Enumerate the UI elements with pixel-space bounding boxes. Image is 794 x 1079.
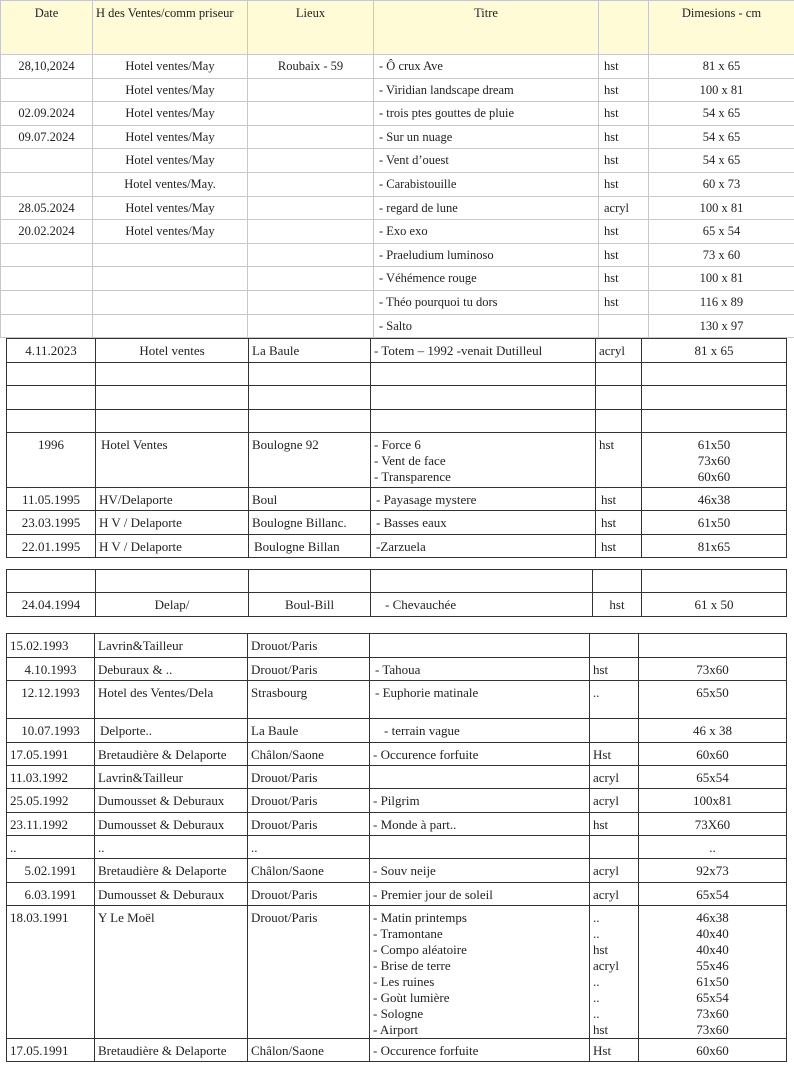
cell-title: - Monde à part.. [370, 813, 590, 836]
cell-date: 10.07.1993 [7, 719, 95, 743]
cell-medium: hst [599, 290, 649, 314]
table-row [7, 339, 787, 363]
table-row [1, 220, 794, 244]
cell-date: 11.05.1995 [7, 488, 96, 511]
cell-dims: 65x54 [639, 766, 787, 789]
cell-dims-list [642, 433, 787, 488]
cell-house: H V / Delaporte [96, 511, 249, 535]
cell-dims: 73x60 [696, 1022, 729, 1037]
table-row [7, 743, 787, 766]
cell-dims: 61x50 [697, 437, 731, 452]
cell-date: 22.01.1995 [7, 535, 96, 558]
cell-place: Boul-Bill [249, 593, 371, 617]
cell-medium: hst [599, 149, 649, 173]
cell-dims: 73x60 [639, 658, 787, 681]
cell-title: - Occurence forfuite [370, 1039, 590, 1062]
cell-title: - Sologne [373, 1006, 424, 1021]
cell-medium: hst [596, 488, 642, 511]
table-row [7, 719, 787, 743]
cell-medium: acryl [593, 958, 619, 973]
cell-medium: hst [599, 55, 649, 79]
cell-date: 20.02.2024 [1, 220, 93, 244]
cell-medium: hst [590, 813, 639, 836]
cell-dims: 81 x 65 [642, 339, 787, 363]
cell-date: 11.03.1992 [7, 766, 95, 789]
cell-dims: 73X60 [639, 813, 787, 836]
cell-house: Dumousset & Deburaux [95, 789, 248, 813]
cell-title: - Brise de terre [373, 958, 451, 973]
cell-dims [639, 634, 787, 658]
cell-medium: .. [593, 926, 600, 941]
cell-title: - Totem – 1992 -venait Dutilleul [371, 339, 596, 363]
cell-dims: 100x81 [639, 789, 787, 813]
cell-title-list [371, 433, 596, 488]
cell-dims: 60 x 73 [649, 172, 794, 196]
cell-title: - Matin printemps [373, 910, 467, 925]
cell-place [248, 314, 374, 338]
cell-date: 5.02.1991 [7, 859, 95, 883]
cell-title [370, 634, 590, 658]
cell-date [1, 78, 93, 102]
cell-dims: 60x60 [639, 1039, 787, 1062]
cell-medium: hst [593, 1022, 609, 1037]
cell-title: - Euphorie matinale [370, 681, 590, 719]
cell-place: Drouot/Paris [248, 883, 370, 906]
cell-title: - Souv neije [370, 859, 590, 883]
table-row [1, 172, 794, 196]
cell-dims: 46 x 38 [639, 719, 787, 743]
cell-medium: acryl [590, 859, 639, 883]
cell-medium: .. [593, 974, 600, 989]
cell-title: - Exo exo [374, 220, 599, 244]
cell-medium-list [590, 906, 639, 1039]
cell-date: 1996 [7, 433, 96, 488]
cell-place: Boulogne Billanc. [249, 511, 371, 535]
cell-house: Hotel ventes/May [93, 220, 248, 244]
cell-dims: 73x60 [697, 453, 731, 468]
cell-dims: .. [639, 836, 787, 859]
cell-medium: Hst [590, 743, 639, 766]
cell-title: - Les ruines [373, 974, 435, 989]
cell-date: 28.05.2024 [1, 196, 93, 220]
table-row-le-moel [7, 906, 787, 1039]
cell-dims: 54 x 65 [649, 125, 794, 149]
cell-place: Boulogne Billan [249, 535, 371, 558]
cell-dims: 73x60 [696, 1006, 729, 1021]
cell-dims: 54 x 65 [649, 102, 794, 126]
cell-date: 6.03.1991 [7, 883, 95, 906]
cell-title: - Véhémence rouge [374, 267, 599, 291]
cell-house [93, 267, 248, 291]
cell-date: 09.07.2024 [1, 125, 93, 149]
table-row [7, 593, 787, 617]
cell-title: - Basses eaux [371, 511, 596, 535]
cell-place: Châlon/Saone [248, 743, 370, 766]
cell-dims: 46x38 [642, 488, 787, 511]
cell-house: Lavrin&Tailleur [95, 634, 248, 658]
cell-date: 15.02.1993 [7, 634, 95, 658]
cell-place [248, 243, 374, 267]
cell-dims: 61x50 [642, 511, 787, 535]
cell-title: - Tramontane [373, 926, 443, 941]
cell-title: - Viridian landscape dream [374, 78, 599, 102]
cell-dims: 81 x 65 [649, 55, 794, 79]
header-medium [599, 1, 649, 55]
table-row [1, 267, 794, 291]
cell-title: - Transparence [374, 469, 451, 484]
cell-medium: hst [593, 942, 609, 957]
sales-table-recent [0, 0, 794, 338]
cell-house: Hotel des Ventes/Dela [95, 681, 248, 719]
table-row [7, 535, 787, 558]
table-row [7, 883, 787, 906]
empty-row [7, 570, 787, 593]
cell-title: - Pilgrim [370, 789, 590, 813]
cell-date: 17.05.1991 [7, 743, 95, 766]
table-row [7, 789, 787, 813]
cell-place [248, 149, 374, 173]
cell-place: Drouot/Paris [248, 658, 370, 681]
cell-medium: .. [593, 990, 600, 1005]
cell-house: Bretaudière & Delaporte [95, 743, 248, 766]
cell-house [93, 243, 248, 267]
cell-house: Delporte.. [95, 719, 248, 743]
table-row [1, 196, 794, 220]
cell-dims: 65 x 54 [649, 220, 794, 244]
cell-house [93, 314, 248, 338]
cell-medium: hst [599, 125, 649, 149]
cell-place: Roubaix - 59 [248, 55, 374, 79]
cell-place: Châlon/Saone [248, 859, 370, 883]
cell-date: 12.12.1993 [7, 681, 95, 719]
cell-house: Deburaux & .. [95, 658, 248, 681]
sales-table-1994 [6, 569, 787, 617]
table-row [7, 1039, 787, 1062]
cell-date: .. [7, 836, 95, 859]
cell-house: Hotel ventes/May [93, 196, 248, 220]
header-dims: Dimesions - cm [649, 1, 794, 55]
table-row [1, 125, 794, 149]
sales-table-2023 [6, 338, 787, 558]
cell-date: 23.03.1995 [7, 511, 96, 535]
cell-place [248, 290, 374, 314]
cell-title: - Airport [373, 1022, 419, 1037]
table-header-row [1, 1, 794, 55]
cell-medium [590, 634, 639, 658]
cell-medium: hst [596, 433, 642, 488]
cell-house: Y Le Moël [95, 906, 248, 1039]
cell-date [1, 314, 93, 338]
cell-medium: hst [599, 78, 649, 102]
table-row [1, 55, 794, 79]
cell-medium: acryl [596, 339, 642, 363]
cell-house: Dumousset & Deburaux [95, 813, 248, 836]
cell-place: Drouot/Paris [248, 766, 370, 789]
empty-row [7, 410, 787, 433]
cell-title: -Zarzuela [371, 535, 596, 558]
table-row [7, 488, 787, 511]
header-date: Date [1, 1, 93, 55]
cell-place: La Baule [248, 719, 370, 743]
cell-medium: hst [596, 511, 642, 535]
cell-medium: acryl [599, 196, 649, 220]
cell-house: Hotel ventes/May. [93, 172, 248, 196]
cell-title [370, 836, 590, 859]
cell-dims: 61 x 50 [642, 593, 787, 617]
table-row [7, 634, 787, 658]
cell-house: .. [95, 836, 248, 859]
cell-title: - Occurence forfuite [370, 743, 590, 766]
cell-date [1, 243, 93, 267]
table-row [1, 78, 794, 102]
cell-medium: hst [599, 172, 649, 196]
cell-date: 18.03.1991 [7, 906, 95, 1039]
cell-place [248, 196, 374, 220]
cell-title: - Carabistouille [374, 172, 599, 196]
cell-place [248, 220, 374, 244]
cell-dims: 73 x 60 [649, 243, 794, 267]
cell-dims: 46x38 [696, 910, 729, 925]
cell-dims: 40x40 [696, 926, 729, 941]
cell-house: Hotel ventes/May [93, 55, 248, 79]
cell-house: Bretaudière & Delaporte [95, 859, 248, 883]
cell-dims: 116 x 89 [649, 290, 794, 314]
cell-house: Hotel ventes/May [93, 102, 248, 126]
cell-house: Lavrin&Tailleur [95, 766, 248, 789]
cell-place [248, 125, 374, 149]
table-row [1, 290, 794, 314]
cell-dims: 65x54 [696, 990, 729, 1005]
cell-house: HV/Delaporte [96, 488, 249, 511]
cell-title: - Salto [374, 314, 599, 338]
cell-title [370, 766, 590, 789]
cell-dims: 60x60 [697, 469, 731, 484]
cell-dims: 65x50 [639, 681, 787, 719]
cell-medium: acryl [590, 883, 639, 906]
cell-place: Drouot/Paris [248, 789, 370, 813]
cell-place: La Baule [249, 339, 371, 363]
table-row-1996 [7, 433, 787, 488]
header-title: Titre [374, 1, 599, 55]
cell-medium [590, 836, 639, 859]
cell-title: - Payasage mystere [371, 488, 596, 511]
table-row [7, 859, 787, 883]
cell-place [248, 102, 374, 126]
cell-place: Strasbourg [248, 681, 370, 719]
cell-date [1, 172, 93, 196]
cell-dims: 130 x 97 [649, 314, 794, 338]
cell-title: - Sur un nuage [374, 125, 599, 149]
cell-medium: hst [590, 658, 639, 681]
cell-date [1, 290, 93, 314]
cell-place: Boulogne 92 [249, 433, 371, 488]
cell-date [1, 267, 93, 291]
cell-dims: 81x65 [642, 535, 787, 558]
cell-title: - Vent de face [374, 453, 446, 468]
cell-dims: 54 x 65 [649, 149, 794, 173]
cell-title: - Chevauchée [371, 593, 593, 617]
cell-date: 25.05.1992 [7, 789, 95, 813]
cell-date: 4.11.2023 [7, 339, 96, 363]
cell-medium [599, 314, 649, 338]
cell-title: - Théo pourquoi tu dors [374, 290, 599, 314]
cell-medium: hst [599, 220, 649, 244]
cell-title: - Compo aléatoire [373, 942, 467, 957]
cell-medium: acryl [590, 766, 639, 789]
cell-date: 17.05.1991 [7, 1039, 95, 1062]
cell-house: Dumousset & Deburaux [95, 883, 248, 906]
cell-medium: hst [593, 593, 642, 617]
cell-title: - Force 6 [374, 437, 421, 452]
cell-date: 24.04.1994 [7, 593, 96, 617]
cell-dims: 100 x 81 [649, 267, 794, 291]
cell-date: 02.09.2024 [1, 102, 93, 126]
cell-place: Châlon/Saone [248, 1039, 370, 1062]
cell-place: Drouot/Paris [248, 813, 370, 836]
cell-dims: 60x60 [639, 743, 787, 766]
cell-house: H V / Delaporte [96, 535, 249, 558]
cell-dims: 61x50 [696, 974, 729, 989]
table-row [1, 102, 794, 126]
cell-house: Hotel ventes/May [93, 78, 248, 102]
cell-house: Hotel ventes/May [93, 149, 248, 173]
cell-dims-list [639, 906, 787, 1039]
cell-house [93, 290, 248, 314]
cell-medium: .. [593, 910, 600, 925]
cell-place [248, 267, 374, 291]
table-row [7, 511, 787, 535]
empty-row [7, 386, 787, 410]
cell-dims: 100 x 81 [649, 196, 794, 220]
cell-place [248, 172, 374, 196]
cell-title: - Goùt lumière [373, 990, 450, 1005]
header-house: H des Ventes/comm priseur [93, 1, 248, 55]
cell-place: Drouot/Paris [248, 634, 370, 658]
empty-row [7, 363, 787, 386]
cell-date: 23.11.1992 [7, 813, 95, 836]
cell-place: Drouot/Paris [248, 906, 370, 1039]
table-row [7, 813, 787, 836]
table-row [7, 658, 787, 681]
cell-title: - trois ptes gouttes de pluie [374, 102, 599, 126]
cell-medium: .. [590, 681, 639, 719]
cell-house: Delap/ [96, 593, 249, 617]
cell-medium: hst [599, 102, 649, 126]
sales-table-1993-1991 [6, 633, 787, 1062]
cell-date: 28,10,2024 [1, 55, 93, 79]
cell-medium: hst [599, 267, 649, 291]
cell-place [248, 78, 374, 102]
table-row [1, 314, 794, 338]
cell-medium: Hst [590, 1039, 639, 1062]
cell-date [1, 149, 93, 173]
cell-title: - Ô crux Ave [374, 55, 599, 79]
cell-house: Hotel Ventes [96, 433, 249, 488]
cell-title: - Praeludium luminoso [374, 243, 599, 267]
cell-title: - regard de lune [374, 196, 599, 220]
cell-dims: 100 x 81 [649, 78, 794, 102]
cell-title: - terrain vague [370, 719, 590, 743]
header-place: Lieux [248, 1, 374, 55]
table-row [1, 149, 794, 173]
cell-house: Bretaudière & Delaporte [95, 1039, 248, 1062]
cell-dims: 40x40 [696, 942, 729, 957]
cell-medium: hst [596, 535, 642, 558]
cell-house: Hotel ventes/May [93, 125, 248, 149]
cell-dims: 92x73 [639, 859, 787, 883]
cell-medium: acryl [590, 789, 639, 813]
cell-dims: 55x46 [696, 958, 729, 973]
cell-medium [590, 719, 639, 743]
cell-title: - Tahoua [370, 658, 590, 681]
table-row [7, 681, 787, 719]
cell-medium: hst [599, 243, 649, 267]
cell-date: 4.10.1993 [7, 658, 95, 681]
table-row [7, 836, 787, 859]
cell-dims: 65x54 [639, 883, 787, 906]
cell-title: - Vent d’ouest [374, 149, 599, 173]
cell-title-list [370, 906, 590, 1039]
cell-title: - Premier jour de soleil [370, 883, 590, 906]
cell-medium: .. [593, 1006, 600, 1021]
cell-place: Boul [249, 488, 371, 511]
cell-house: Hotel ventes [96, 339, 249, 363]
cell-place: .. [248, 836, 370, 859]
table-row [1, 243, 794, 267]
table-row [7, 766, 787, 789]
